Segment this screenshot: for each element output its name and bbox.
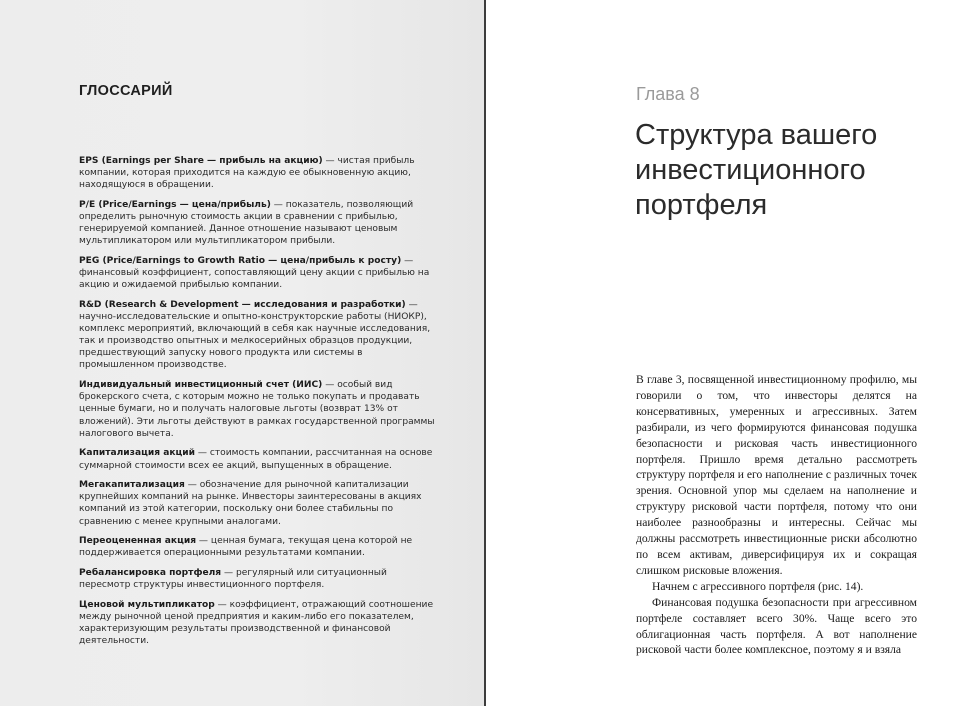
glossary-entry: [79, 535, 436, 559]
glossary-entry: [79, 299, 436, 372]
glossary-entry: [79, 155, 436, 191]
glossary-term: Переоцененная акция: [79, 536, 197, 547]
glossary-definition: — регулярный или ситуационный пересмотр структуры инвестиционного портфеля.: [79, 568, 387, 591]
glossary-definition: — коэффициент, отражающий соотношение между рыночной ценой предприятия и каким-либо его показателем, характеризующим результаты производственной и финансовой деятельности.: [79, 600, 434, 647]
body-paragraph: В главе 3, посвященной инвестиционному профилю, мы говорили о том, что инвесторы делятся на консервативных, умеренных и агрессивных. Затем разбирали, из чего формируются финансовая подушка безопасности и рисковая часть инвестиционного портфеля. Пришло время детально рассмотреть структуру портфеля и его наполнение с различных точек зрения. Основной упор мы сделаем на наполнение и структуру рисковой части портфеля, потому что они наиболее разнообразны и интересны. Сейчас мы должны рассмотреть инвестиционные риски абсолютно по всем активам, диверсифицируя их и сокращая слишком рисковые вложения.: [636, 373, 917, 577]
chapter-title: Структура вашего инвестиционного портфеля: [635, 119, 878, 221]
glossary-term: Ребалансировка портфеля: [79, 568, 222, 579]
chapter-body: [636, 372, 917, 658]
glossary-entry: [79, 447, 436, 471]
glossary-term: Мегакапитализация: [79, 480, 185, 491]
chapter-number: Глава 8: [636, 84, 700, 104]
glossary-entry: [79, 199, 436, 247]
glossary-term: Капитализация акций: [79, 448, 195, 459]
glossary-term: PEG (Price/Earnings to Growth Ratio — цена/прибыль к росту): [79, 256, 402, 267]
glossary-definition: — обозначение для рыночной капитализации крупнейших компаний на рынке. Инвесторы заинтересованы в акциях компаний из этой категории, поскольку они более стабильны по сравнению с менее крупными аналогами.: [79, 480, 422, 527]
glossary-term: Индивидуальный инвестиционный счет (ИИС): [79, 380, 323, 391]
glossary-heading: ГЛОССАРИЙ: [79, 83, 173, 99]
glossary-list: [79, 155, 436, 655]
glossary-definition: — чистая прибыль компании, которая приходится на каждую ее обыкновенную акцию, находящуюся в обращении.: [79, 156, 415, 191]
body-paragraph: Начнем с агрессивного портфеля (рис. 14).: [652, 579, 864, 593]
glossary-definition: — ценная бумага, текущая цена которой не поддерживается операционными результатами компании.: [79, 536, 413, 559]
body-paragraph: Финансовая подушка безопасности при агрессивном портфеле составляет всего 30%. Чаще всего это облигационная часть портфеля. А вот наполнение рисковой части более комплексное, поэтому я и взяла: [636, 595, 917, 657]
glossary-entry: [79, 479, 436, 527]
glossary-definition: — научно-исследовательские и опытно-конструкторские работы (НИОКР), комплекс мероприятий, включающий в себя как научные исследования, так и производство опытных и мелкосерийных образцов продукции, предшествующий запуску нового продукта или системы в промышленном производстве.: [79, 300, 431, 371]
glossary-term: R&D (Research & Development — исследования и разработки): [79, 300, 406, 310]
glossary-definition: — стоимость компании, рассчитанная на основе суммарной стоимости всех ее акций, выпущенных в обращение.: [79, 448, 433, 471]
glossary-entry: [79, 567, 436, 591]
glossary-definition: — финансовый коэффициент, сопоставляющий цену акции с прибылью на акцию и ожидаемой прибылью компании.: [79, 256, 430, 291]
glossary-term: Ценовой мультипликатор: [79, 600, 215, 611]
glossary-entry: [79, 255, 436, 291]
glossary-definition: — особый вид брокерского счета, с которым можно не только покупать и продавать ценные бумаги, но и получать налоговые льготы (возврат 13% от вложений). Эти льготы действуют в рамках государственной программы налогового вычета.: [79, 380, 435, 439]
glossary-entry: [79, 379, 436, 439]
glossary-page: [0, 0, 484, 706]
chapter-page: [486, 0, 970, 706]
glossary-term: P/E (Price/Earnings — цена/прибыль): [79, 199, 271, 210]
glossary-definition: — показатель, позволяющий определить рыночную стоимость акции в сравнении с прибылью, генерируемой компанией. Данное отношение называют ценовым мультипликатором или мультипликатором прибыли.: [79, 199, 414, 247]
glossary-entry: [79, 599, 436, 647]
glossary-term: EPS (Earnings per Share — прибыль на акцию): [79, 156, 323, 166]
